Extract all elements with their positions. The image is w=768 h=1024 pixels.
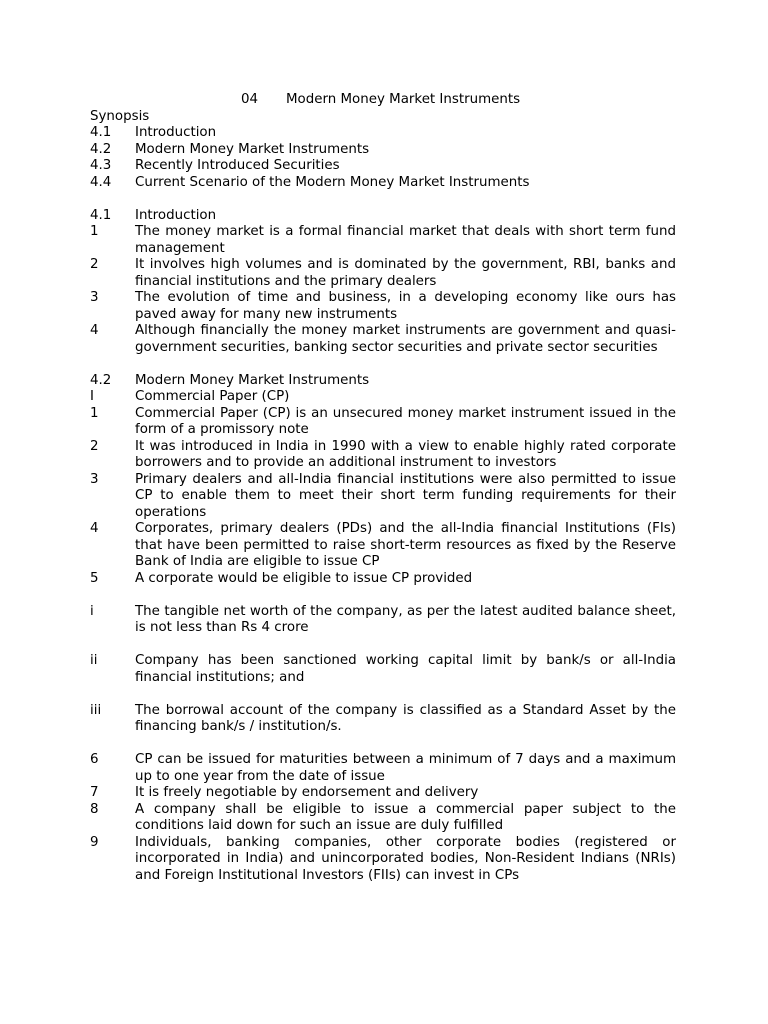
item-text: Current Scenario of the Modern Money Market Instruments	[135, 174, 530, 190]
item-number: 4.1	[90, 125, 112, 140]
item-number: 2	[90, 438, 99, 454]
spacer	[90, 637, 676, 654]
synopsis-item	[90, 125, 676, 142]
item-text: Modern Money Market Instruments	[135, 141, 370, 157]
item-number: 4.2	[90, 141, 112, 157]
item-text: Commercial Paper (CP) is an unsecured money market instrument issued in the form of a promissory note	[135, 405, 676, 437]
chapter-number: 04	[241, 92, 259, 107]
chapter-title-text: Modern Money Market Instruments	[286, 92, 521, 107]
item-text: The money market is a formal financial market that deals with short term fund management	[135, 224, 676, 256]
section-title: Introduction	[135, 207, 217, 223]
document-page	[90, 92, 676, 884]
item-text: The evolution of time and business, in a developing economy like ours has paved away for many new instruments	[135, 290, 676, 322]
item-number: 4.3	[90, 158, 112, 173]
item-text: CP can be issued for maturities between a minimum of 7 days and a maximum up to one year from the date of issue	[135, 752, 676, 784]
item-text: A company shall be eligible to issue a commercial paper subject to the conditions laid down for such an issue are duly fulfilled	[135, 801, 676, 833]
spacer	[90, 736, 676, 753]
list-item	[90, 835, 676, 885]
item-text: Corporates, primary dealers (PDs) and the all-India financial Institutions (FIs) that have been permitted to raise short-term resources as fixed by the Reserve Bank of India are eligible to issue CP	[135, 521, 676, 569]
item-text: Introduction	[135, 125, 217, 140]
item-number: 7	[90, 785, 99, 800]
item-number: 3	[90, 471, 99, 487]
list-item	[90, 290, 676, 323]
condition-item	[90, 653, 676, 686]
list-item	[90, 323, 676, 356]
item-text: It is freely negotiable by endorsement and delivery	[135, 785, 479, 800]
item-text: Recently Introduced Securities	[135, 158, 340, 173]
list-item	[90, 439, 676, 472]
spacer	[90, 191, 676, 208]
list-item	[90, 802, 676, 835]
synopsis-heading: Synopsis	[90, 108, 150, 124]
synopsis-list	[90, 125, 676, 191]
spacer	[90, 587, 676, 604]
subsection-number: I	[90, 389, 94, 404]
spacer	[90, 356, 676, 373]
item-number: 6	[90, 752, 99, 767]
section-title: Modern Money Market Instruments	[135, 372, 370, 388]
list-item	[90, 571, 676, 588]
synopsis-item	[90, 175, 676, 192]
item-number: 9	[90, 834, 99, 850]
item-number: 8	[90, 801, 99, 817]
list-item	[90, 472, 676, 522]
item-number: 1	[90, 224, 99, 239]
item-number: iii	[90, 702, 102, 718]
section-heading	[90, 208, 676, 225]
item-text: Individuals, banking companies, other corporate bodies (registered or incorporated in India) and unincorporated bodies, Non-Resident Indians (NRIs) and Foreign Institutional Investors (FIIs) can invest in CPs	[135, 834, 676, 883]
item-number: 1	[90, 405, 99, 421]
list-item	[90, 406, 676, 439]
list-item	[90, 224, 676, 257]
item-number: i	[90, 603, 94, 619]
item-text: It involves high volumes and is dominated by the government, RBI, banks and financial institutions and the primary dealers	[135, 257, 676, 289]
subsection-title: Commercial Paper (CP)	[135, 389, 290, 404]
synopsis-item	[90, 158, 676, 175]
item-number: 2	[90, 257, 99, 272]
item-text: Primary dealers and all-India financial institutions were also permitted to issue CP to enable them to meet their short term funding requirements for their operations	[135, 471, 676, 520]
list-item	[90, 257, 676, 290]
chapter-title	[90, 92, 676, 109]
item-number: 3	[90, 290, 99, 305]
item-text: The borrowal account of the company is classified as a Standard Asset by the financing bank/s / institution/s.	[135, 702, 676, 734]
synopsis-item	[90, 142, 676, 159]
item-number: ii	[90, 653, 98, 668]
item-number: 4	[90, 521, 99, 536]
condition-item	[90, 604, 676, 637]
item-text: Company has been sanctioned working capital limit by bank/s or all-India financial institutions; and	[135, 653, 676, 685]
list-item	[90, 521, 676, 571]
list-item	[90, 785, 676, 802]
item-number: 4.4	[90, 174, 112, 190]
section-heading	[90, 373, 676, 390]
item-number: 4	[90, 323, 99, 338]
item-text: It was introduced in India in 1990 with a view to enable highly rated corporate borrowers and to provide an additional instrument to investors	[135, 438, 676, 470]
item-text: Although financially the money market instruments are government and quasi-government securities, banking sector securities and private sector securities	[135, 323, 676, 355]
list-item	[90, 752, 676, 785]
spacer	[90, 686, 676, 703]
subsection-heading	[90, 389, 676, 406]
item-text: A corporate would be eligible to issue CP provided	[135, 570, 473, 586]
condition-item	[90, 703, 676, 736]
item-text: The tangible net worth of the company, as per the latest audited balance sheet, is not less than Rs 4 crore	[135, 603, 676, 635]
section-number: 4.2	[90, 372, 112, 388]
item-number: 5	[90, 570, 99, 586]
section-number: 4.1	[90, 207, 112, 223]
